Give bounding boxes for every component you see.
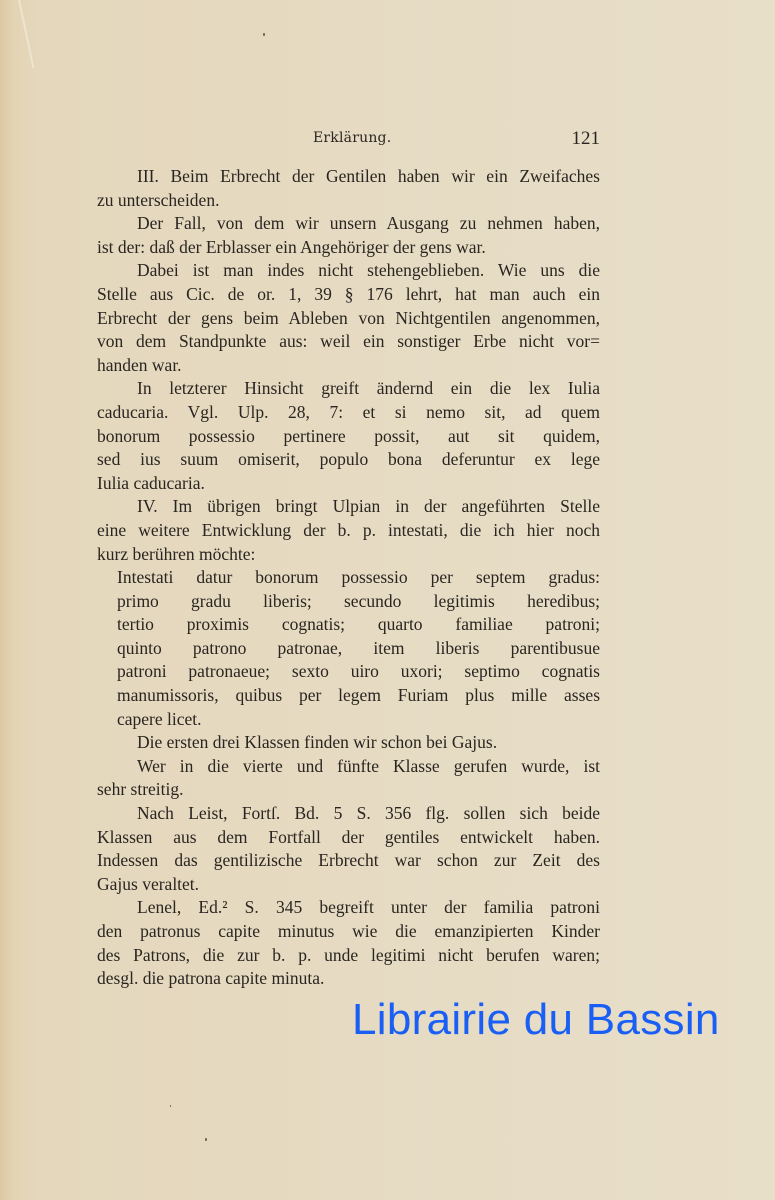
page-crease xyxy=(18,0,35,68)
running-header xyxy=(313,128,600,152)
text-line: kurz berühren möchte: xyxy=(97,543,256,564)
text-line: sed ius suum omiserit, populo bona deferuntur ex lege xyxy=(97,449,600,470)
quote-line: quinto patrono patronae, item liberis parentibusue xyxy=(117,637,600,658)
quote-line: manumissoris, quibus per legem Furiam plus mille asses xyxy=(117,685,600,706)
text-line: bonorum possessio pertinere possit, aut sit quidem, xyxy=(97,425,600,446)
quote-line: capere licet. xyxy=(117,708,202,729)
quote-line: primo gradu liberis; secundo legitimis heredibus; xyxy=(117,590,600,611)
text-line: Klassen aus dem Fortfall der gentiles entwickelt haben. xyxy=(97,826,600,847)
paper-speck xyxy=(205,1138,207,1141)
text-line: Gajus veraltet. xyxy=(97,873,200,894)
text-line: eine weitere Entwicklung der b. p. intestati, die ich hier noch xyxy=(97,519,600,540)
watermark: Librairie du Bassin xyxy=(352,995,720,1044)
quote-line: tertio proximis cognatis; quarto familiae patroni; xyxy=(117,614,600,635)
text-line: des Patrons, die zur b. p. unde legitimi nicht berufen waren; xyxy=(97,944,600,965)
text-line: desgl. die patrona capite minuta. xyxy=(97,968,325,989)
text-line: caducaria. Vgl. Ulp. 28, 7: et si nemo sit, ad quem xyxy=(97,401,600,422)
quote-line: Intestati datur bonorum possessio per septem gradus: xyxy=(117,567,600,588)
text-line: Lenel, Ed.² S. 345 begreift unter der familia patroni xyxy=(137,897,600,918)
page-number: 121 xyxy=(571,128,600,149)
text-line: handen war. xyxy=(97,354,182,375)
text-line: Wer in die vierte und fünfte Klasse gerufen wurde, ist xyxy=(137,755,600,776)
text-line: Die ersten drei Klassen finden wir schon bei Gajus. xyxy=(137,732,498,753)
paper-speck xyxy=(263,33,265,36)
quote-line: patroni patronaeue; sexto uiro uxori; septimo cognatis xyxy=(117,661,600,682)
text-line: Dabei ist man indes nicht stehengeblieben. Wie uns die xyxy=(137,260,600,281)
text-line: Nach Leist, Fortſ. Bd. 5 S. 356 flg. sollen sich beide xyxy=(137,803,600,824)
text-line: den patronus capite minutus wie die emanzipierten Kinder xyxy=(97,921,600,941)
text-line: Stelle aus Cic. de or. 1, 39 § 176 lehrt, hat man auch ein xyxy=(97,283,600,304)
text-line: ist der: daß der Erblasser ein Angehöriger der gens war. xyxy=(97,236,486,257)
text-line: III. Beim Erbrecht der Gentilen haben wir ein Zweifaches xyxy=(137,166,600,186)
running-title: Erklärung. xyxy=(313,130,392,146)
text-line: Iulia caducaria. xyxy=(97,472,205,493)
text-line: Erbrecht der gens beim Ableben von Nichtgentilen angenommen, xyxy=(97,307,600,328)
text-line: In letzterer Hinsicht greift ändernd ein die lex Iulia xyxy=(137,378,600,399)
body-text xyxy=(97,165,600,991)
text-line: von dem Standpunkte aus: weil ein sonstiger Erbe nicht vor= xyxy=(97,331,600,352)
text-line: IV. Im übrigen bringt Ulpian in der angeführten Stelle xyxy=(137,496,600,517)
text-line: zu unterscheiden. xyxy=(97,189,220,210)
text-line: Der Fall, von dem wir unsern Ausgang zu nehmen haben, xyxy=(137,213,600,234)
paper-speck xyxy=(170,1105,171,1107)
text-line: sehr streitig. xyxy=(97,779,184,800)
text-line: Indessen das gentilizische Erbrecht war schon zur Zeit des xyxy=(97,850,600,871)
